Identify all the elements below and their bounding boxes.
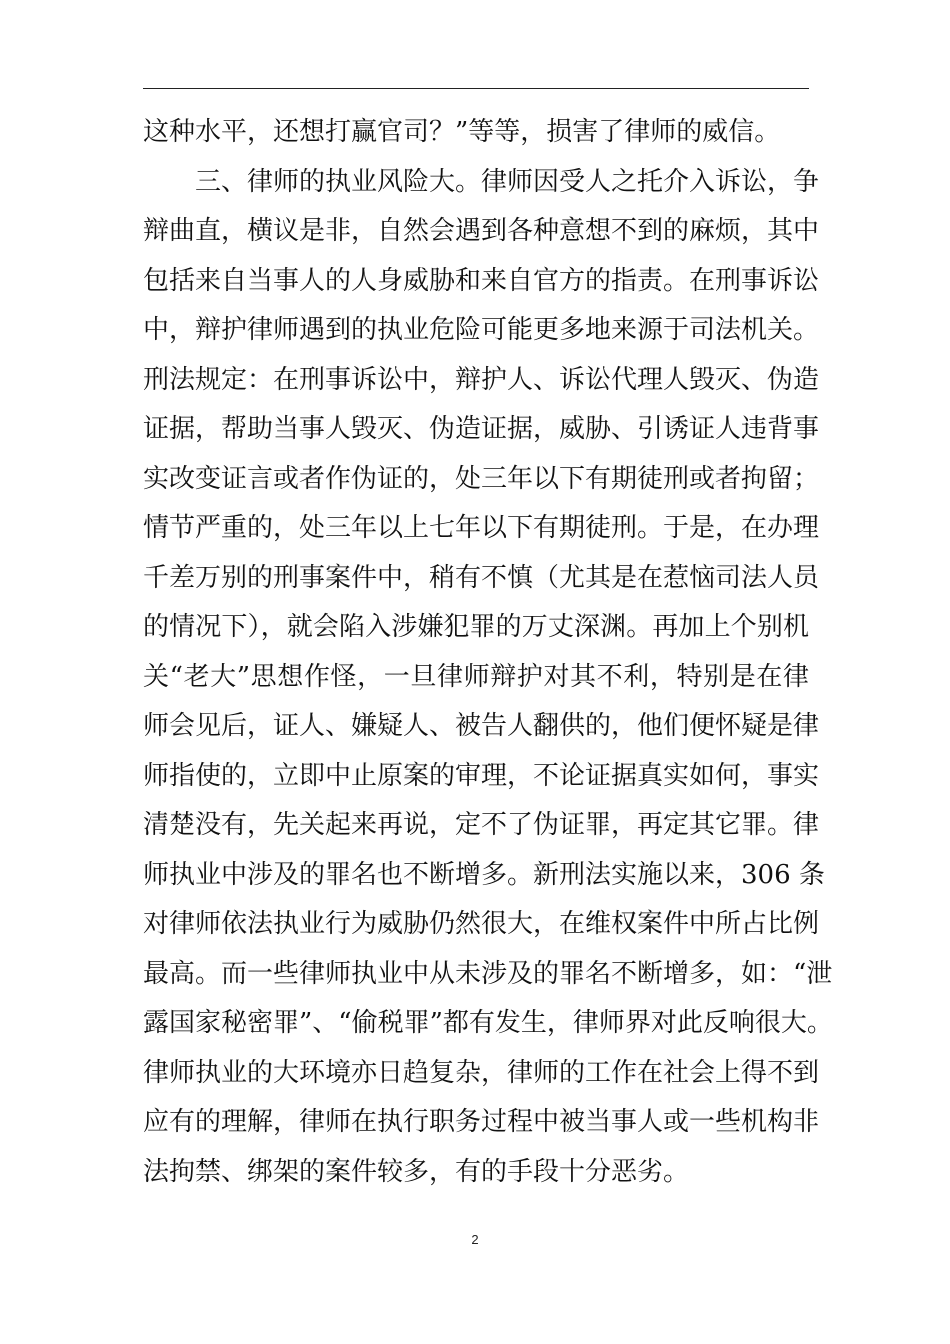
text-line: 的情况下），就会陷入涉嫌犯罪的万丈深渊。再加上个别机 (143, 612, 809, 642)
text-line: 清楚没有，先关起来再说，定不了伪证罪，再定其它罪。律 (143, 810, 820, 840)
text-line: 对律师依法执业行为威胁仍然很大，在维权案件中所占比例 (143, 909, 820, 939)
text-line: 最高。而一些律师执业中从未涉及的罪名不断增多，如：“泄 (143, 958, 833, 989)
text-line: 辩曲直，横议是非，自然会遇到各种意想不到的麻烦，其中 (143, 216, 820, 246)
text-line: 三、律师的执业风险大。律师因受人之托介入诉讼，争 (195, 166, 820, 197)
text-line: 证据，帮助当事人毁灭、伪造证据，威胁、引诱证人违背事 (143, 414, 820, 444)
document-body (143, 108, 833, 1197)
text-line: 这种水平，还想打赢官司？”等等，损害了律师的威信。 (143, 117, 781, 147)
text-line: 实改变证言或者作伪证的，处三年以下有期徒刑或者拘留； (143, 463, 820, 494)
text-line: 法拘禁、绑架的案件较多，有的手段十分恶劣。 (143, 1156, 690, 1187)
text-line: 关“老大”思想作怪，一旦律师辩护对其不利，特别是在律 (143, 661, 809, 692)
header-rule (143, 88, 809, 89)
text-line: 千差万别的刑事案件中，稍有不慎（尤其是在惹恼司法人员 (143, 562, 820, 593)
text-line: 情节严重的，处三年以上七年以下有期徒刑。于是，在办理 (143, 513, 820, 543)
text-line: 师执业中涉及的罪名也不断增多。新刑法实施以来，306 条 (143, 859, 825, 890)
text-line: 律师执业的大环境亦日趋复杂，律师的工作在社会上得不到 (143, 1057, 820, 1088)
text-line: 刑法规定：在刑事诉讼中，辩护人、诉讼代理人毁灭、伪造 (143, 364, 820, 395)
text-line: 师会见后，证人、嫌疑人、被告人翻供的，他们便怀疑是律 (143, 711, 820, 741)
text-line: 露国家秘密罪”、“偷税罪”都有发生，律师界对此反响很大。 (143, 1008, 833, 1038)
text-line: 应有的理解，律师在执行职务过程中被当事人或一些机构非 (143, 1107, 820, 1137)
text-line: 师指使的，立即中止原案的审理，不论证据真实如何，事实 (143, 760, 820, 791)
page-number: 2 (471, 1232, 479, 1247)
text-line: 中，辩护律师遇到的执业危险可能更多地来源于司法机关。 (143, 315, 820, 345)
text-line: 包括来自当事人的人身威胁和来自官方的指责。在刑事诉讼 (143, 265, 820, 296)
